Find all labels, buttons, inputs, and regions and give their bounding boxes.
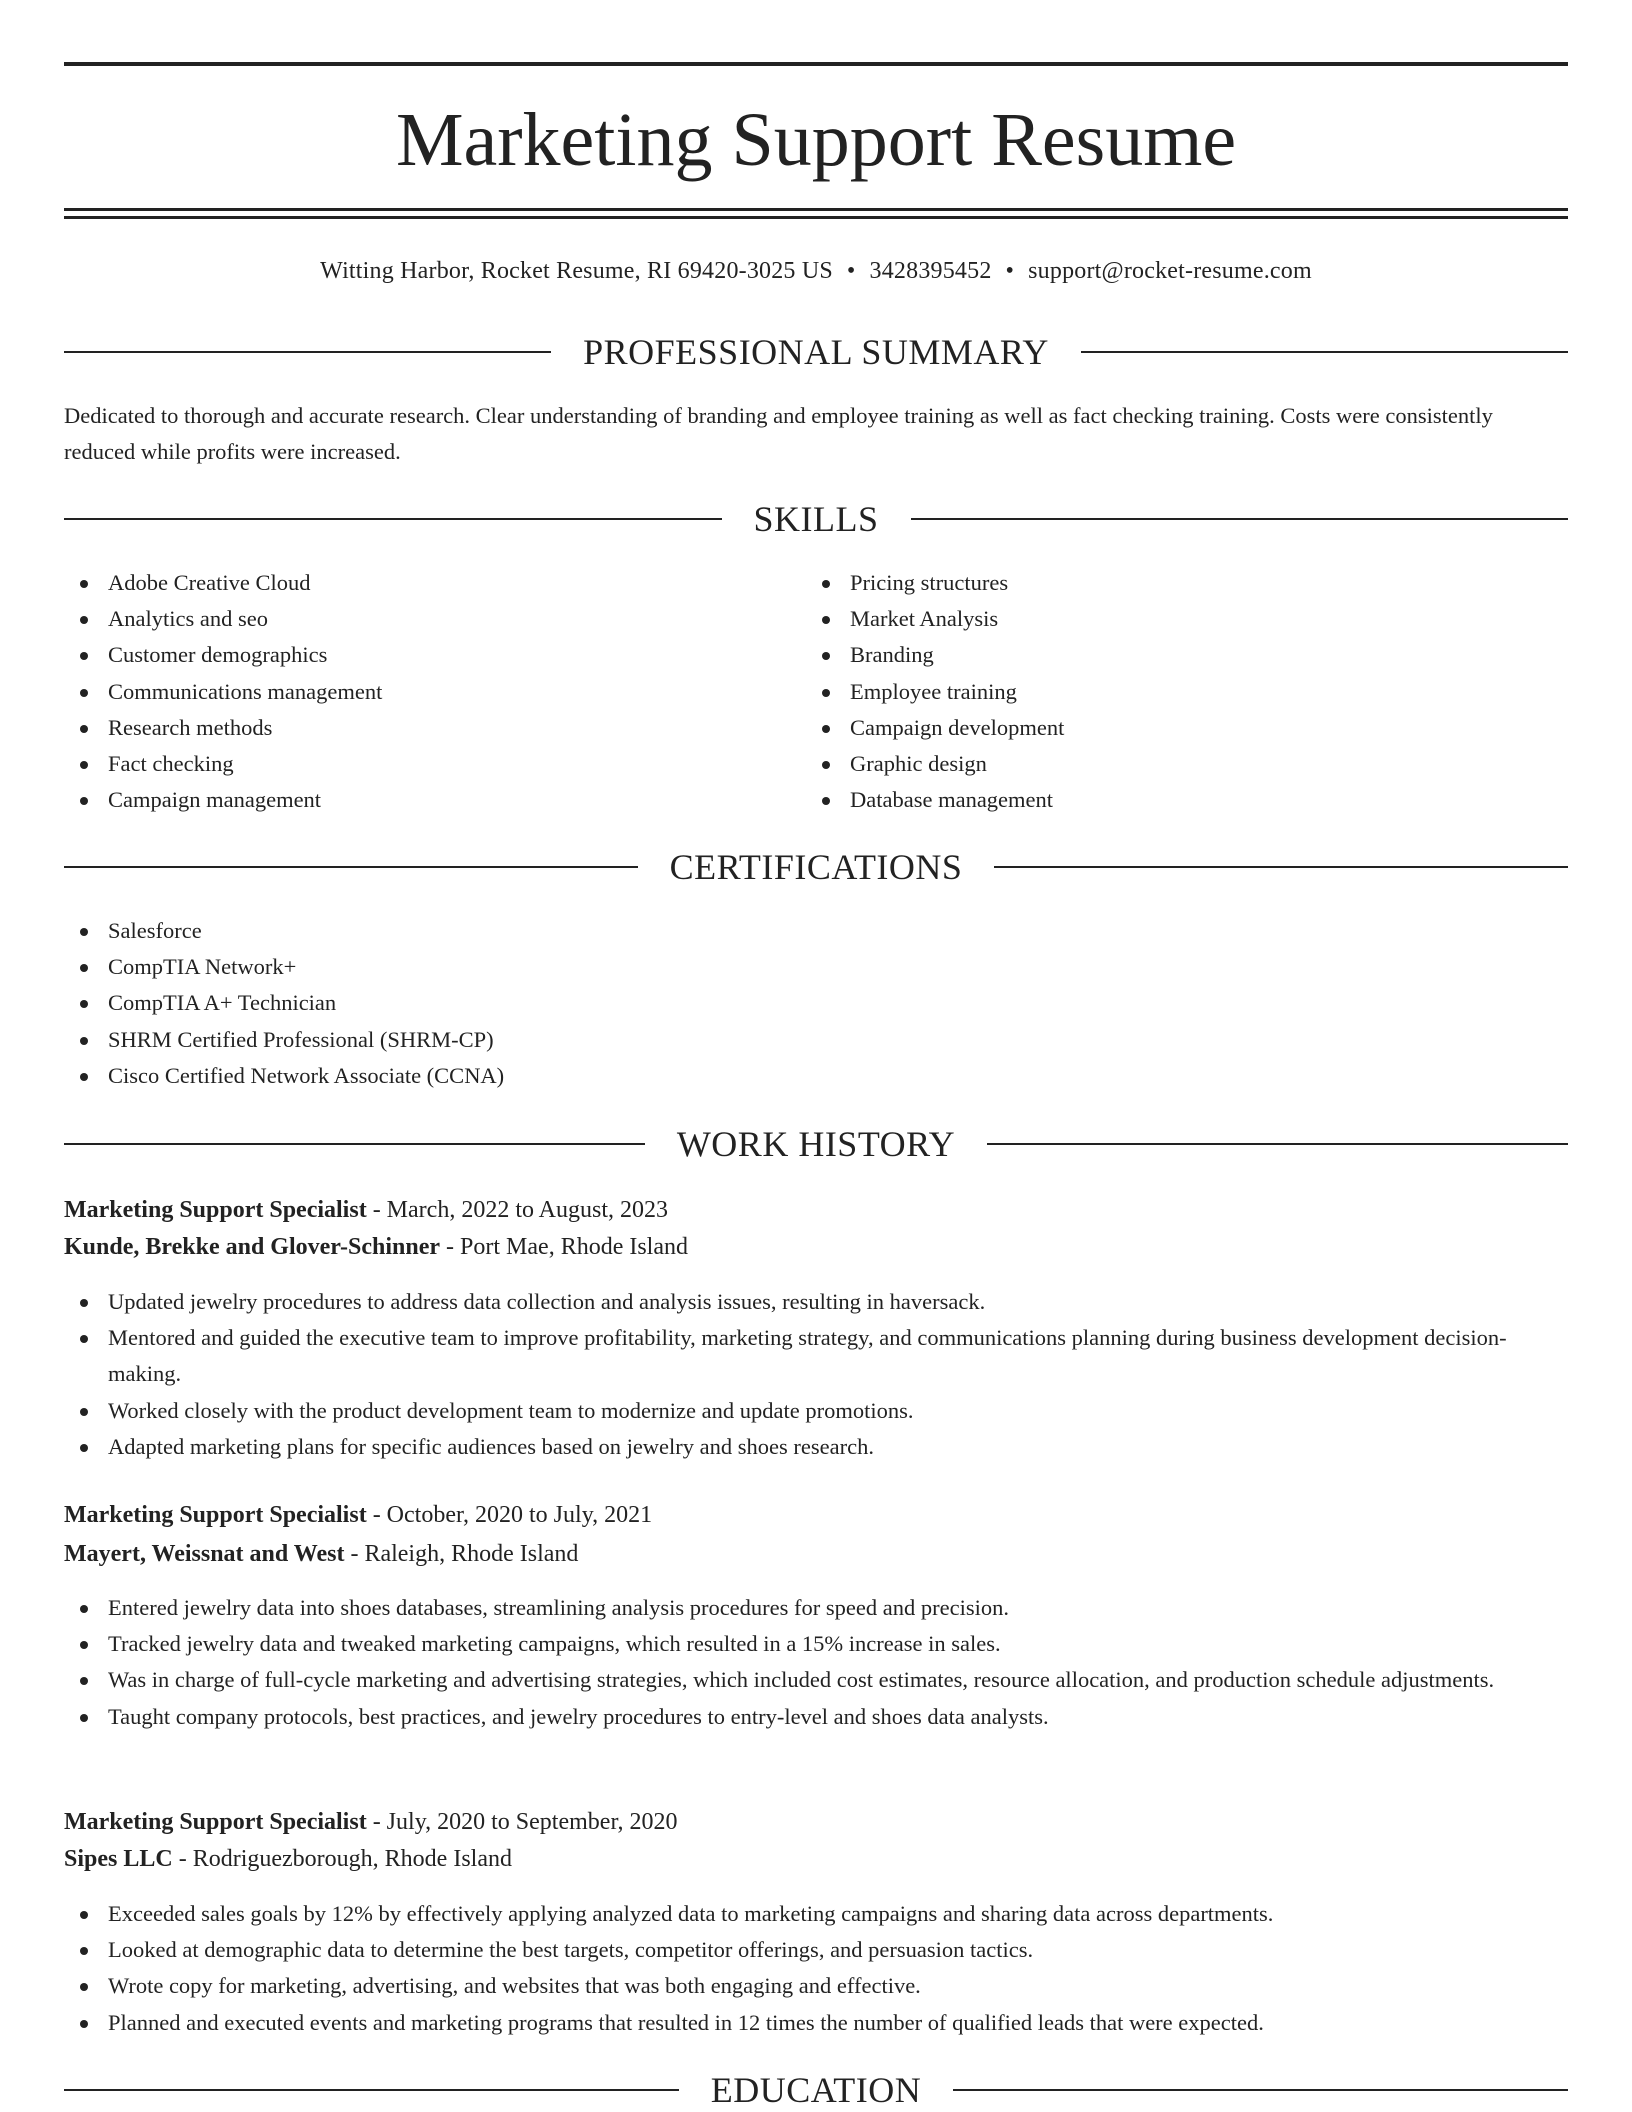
job-bullet: Was in charge of full-cycle marketing and advertising strategies, which included cost estimates, resource allocation, and production schedule adjustments. xyxy=(64,1662,1568,1698)
job-dates: - March, 2022 to August, 2023 xyxy=(366,1197,668,1223)
heading-rule xyxy=(911,518,1569,520)
skill-item: Market Analysis xyxy=(806,601,1566,637)
job-title: Marketing Support Specialist xyxy=(64,1197,367,1223)
heading-rule xyxy=(64,351,551,353)
skill-item: Fact checking xyxy=(64,746,804,782)
job-title: Marketing Support Specialist xyxy=(64,1809,367,1835)
job-location: - Port Mae, Rhode Island xyxy=(440,1234,689,1260)
job-dates: - October, 2020 to July, 2021 xyxy=(366,1502,653,1528)
job-location: - Rodriguezborough, Rhode Island xyxy=(172,1846,512,1872)
title-rule-upper xyxy=(64,208,1568,211)
skills-list-left xyxy=(64,565,804,818)
certifications-heading: CERTIFICATIONS xyxy=(669,847,963,887)
job-bullet: Looked at demographic data to determine the best targets, competitor offerings, and persuasion tactics. xyxy=(64,1932,1568,1968)
contact-separator: • xyxy=(846,258,856,284)
job-bullet: Entered jewelry data into shoes databases, streamlining analysis procedures for speed and precision. xyxy=(64,1590,1568,1626)
skill-item: Graphic design xyxy=(806,746,1566,782)
skill-item: Database management xyxy=(806,782,1566,818)
job-dates: - July, 2020 to September, 2020 xyxy=(366,1809,678,1835)
heading-rule xyxy=(64,2089,679,2091)
heading-rule xyxy=(1081,351,1568,353)
job-bullet: Tracked jewelry data and tweaked marketing campaigns, which resulted in a 15% increase in sales. xyxy=(64,1626,1568,1662)
contact-line xyxy=(64,254,1568,288)
heading-rule xyxy=(987,1143,1568,1145)
education-heading: EDUCATION xyxy=(710,2070,922,2110)
job-company-line xyxy=(64,1536,1568,1572)
certification-item: Cisco Certified Network Associate (CCNA) xyxy=(64,1058,1568,1094)
skill-item: Research methods xyxy=(64,710,804,746)
job-company: Sipes LLC xyxy=(64,1846,173,1872)
skill-item: Adobe Creative Cloud xyxy=(64,565,804,601)
job-location: - Raleigh, Rhode Island xyxy=(344,1541,579,1567)
job-company-line xyxy=(64,1229,1568,1265)
work-section-heading xyxy=(64,1122,1568,1166)
certifications-section-heading xyxy=(64,845,1568,889)
contact-address: Witting Harbor, Rocket Resume, RI 69420-3025 US xyxy=(320,258,833,284)
job-bullet: Worked closely with the product development team to modernize and update promotions. xyxy=(64,1393,1568,1429)
resume-title: Marketing Support Resume xyxy=(395,98,1237,182)
heading-rule xyxy=(994,866,1568,868)
job-bullet: Updated jewelry procedures to address data collection and analysis issues, resulting in haversack. xyxy=(64,1284,1568,1320)
job-bullets xyxy=(64,1284,1568,1465)
skill-item: Communications management xyxy=(64,674,804,710)
heading-rule xyxy=(64,1143,645,1145)
job-company: Kunde, Brekke and Glover-Schinner xyxy=(64,1234,441,1260)
skills-section-heading xyxy=(64,497,1568,541)
title-rule-lower xyxy=(64,216,1568,219)
skill-item: Pricing structures xyxy=(806,565,1566,601)
top-rule xyxy=(64,62,1568,66)
certification-item: CompTIA Network+ xyxy=(64,949,1568,985)
contact-email: support@rocket-resume.com xyxy=(1028,258,1312,284)
heading-rule xyxy=(64,518,722,520)
certification-item: CompTIA A+ Technician xyxy=(64,985,1568,1021)
job-bullet: Exceeded sales goals by 12% by effectively applying analyzed data to marketing campaigns and sharing data across departments. xyxy=(64,1896,1568,1932)
work-heading: WORK HISTORY xyxy=(676,1124,956,1164)
summary-heading: PROFESSIONAL SUMMARY xyxy=(583,332,1049,372)
job-title-line xyxy=(64,1497,1568,1533)
heading-rule xyxy=(64,866,638,868)
job-company-line xyxy=(64,1841,1568,1877)
contact-phone: 3428395452 xyxy=(869,258,992,284)
skill-item: Employee training xyxy=(806,674,1566,710)
job-bullet: Planned and executed events and marketing programs that resulted in 12 times the number of qualified leads that were expected. xyxy=(64,2005,1568,2041)
job-bullets xyxy=(64,1896,1568,2041)
job-bullet: Wrote copy for marketing, advertising, and websites that was both engaging and effective. xyxy=(64,1968,1568,2004)
certifications-list xyxy=(64,913,1568,1094)
job-title: Marketing Support Specialist xyxy=(64,1502,367,1528)
summary-section-heading xyxy=(64,330,1568,374)
skill-item: Branding xyxy=(806,637,1566,673)
job-title-line xyxy=(64,1192,1568,1228)
skill-item: Campaign management xyxy=(64,782,804,818)
job-bullet: Adapted marketing plans for specific audiences based on jewelry and shoes research. xyxy=(64,1429,1568,1465)
certification-item: SHRM Certified Professional (SHRM-CP) xyxy=(64,1022,1568,1058)
skill-item: Analytics and seo xyxy=(64,601,804,637)
skill-item: Customer demographics xyxy=(64,637,804,673)
heading-rule xyxy=(953,2089,1568,2091)
skill-item: Campaign development xyxy=(806,710,1566,746)
contact-separator: • xyxy=(1005,258,1015,284)
job-bullet: Mentored and guided the executive team to improve profitability, marketing strategy, and communications planning during business development decision-making. xyxy=(64,1320,1568,1392)
skills-list-right xyxy=(806,565,1566,818)
job-title-line xyxy=(64,1804,1568,1840)
job-company: Mayert, Weissnat and West xyxy=(64,1541,345,1567)
certification-item: Salesforce xyxy=(64,913,1568,949)
education-section-heading xyxy=(64,2068,1568,2112)
summary-text: Dedicated to thorough and accurate research. Clear understanding of branding and employee training as well as fact checking training. Costs were consistently reduced while profits were increased. xyxy=(64,403,1493,464)
job-bullet: Taught company protocols, best practices, and jewelry procedures to entry-level and shoes data analysts. xyxy=(64,1699,1568,1735)
skills-heading: SKILLS xyxy=(753,499,879,539)
job-bullets xyxy=(64,1590,1568,1735)
